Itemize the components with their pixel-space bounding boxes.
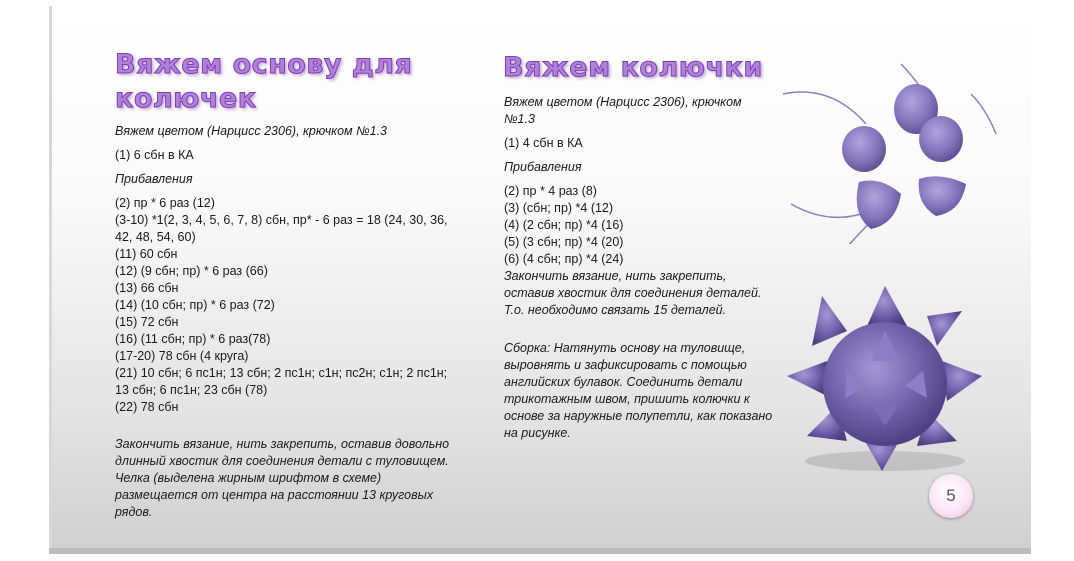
right-color-line: Вяжем цветом (Нарцисс 2306), крючком №1.3	[504, 95, 742, 126]
left-rows-list	[115, 195, 455, 416]
pattern-row: (5) (3 сбн; пр) *4 (20)	[504, 235, 624, 249]
pattern-row: (22) 78 сбн	[115, 400, 179, 414]
pattern-row: (14) (10 сбн; пр) * 6 раз (72)	[115, 298, 275, 312]
page-bottom-edge	[49, 548, 1031, 554]
pattern-row: (17-20) 78 сбн (4 круга)	[115, 349, 249, 363]
right-section-title: Вяжем колючки	[503, 52, 763, 83]
pattern-row: (3-10) *1(2, 3, 4, 5, 6, 7, 8) сбн, пр* - 6 раз = 18 (24, 30, 36, 42, 48, 54, 60)	[115, 213, 448, 244]
page-number-badge: 5	[929, 474, 973, 518]
pattern-row: (2) пр * 6 раз (12)	[115, 196, 215, 210]
right-rows-list	[504, 183, 774, 268]
pattern-row: (15) 72 сбн	[115, 315, 179, 329]
right-row-1: (1) 4 сбн в КА	[504, 136, 583, 150]
right-ending-text: Закончить вязание, нить закрепить, оставив хвостик для соединения деталей. Т.о. необходимо связать 15 деталей.	[504, 269, 762, 317]
pattern-row: (11) 60 сбн	[115, 247, 178, 261]
page-edge	[49, 6, 52, 554]
pattern-row: (12) (9 сбн; пр) * 6 раз (66)	[115, 264, 268, 278]
left-row-1: (1) 6 сбн в КА	[115, 148, 194, 162]
right-increases-label: Прибавления	[504, 160, 582, 174]
book-page	[49, 6, 1031, 554]
left-section-title: Вяжем основу для колючек	[115, 49, 413, 114]
pattern-row: (21) 10 сбн; 6 пс1н; 13 сбн; 2 пс1н; с1н; пс2н; с1н; 2 пс1н; 13 сбн; 6 пс1н; 23 сбн (78)	[115, 366, 448, 397]
left-pattern-column	[115, 123, 455, 528]
pattern-row: (2) пр * 4 раз (8)	[504, 184, 597, 198]
pattern-row: (6) (4 сбн; пр) *4 (24)	[504, 252, 624, 266]
left-ending-text: Закончить вязание, нить закрепить, оставив довольно длинный хвостик для соединения детали с туловищем. Челка (выделена жирным шрифтом в схеме) размещается от центра на расстоянии 13 круговых рядов.	[115, 437, 450, 519]
right-pattern-column	[504, 94, 774, 449]
left-increases-label: Прибавления	[115, 172, 193, 186]
pattern-row: (3) (сбн; пр) *4 (12)	[504, 201, 614, 215]
assembly-text: Сборка: Натянуть основу на туловище, выровнять и зафиксировать с помощью английских булавок. Соединить детали трикотажным швом, пришить колючки к основе за наружные полупетли, как показано на рисунке.	[504, 341, 773, 440]
spiky-ball-photo	[767, 276, 997, 476]
pattern-row: (16) (11 сбн; пр) * 6 раз(78)	[115, 332, 271, 346]
left-color-line: Вяжем цветом (Нарцисс 2306), крючком №1.3	[115, 124, 387, 138]
crochet-pieces-photo	[771, 54, 1011, 244]
pattern-row: (13) 66 сбн	[115, 281, 179, 295]
pattern-row: (4) (2 сбн; пр) *4 (16)	[504, 218, 624, 232]
